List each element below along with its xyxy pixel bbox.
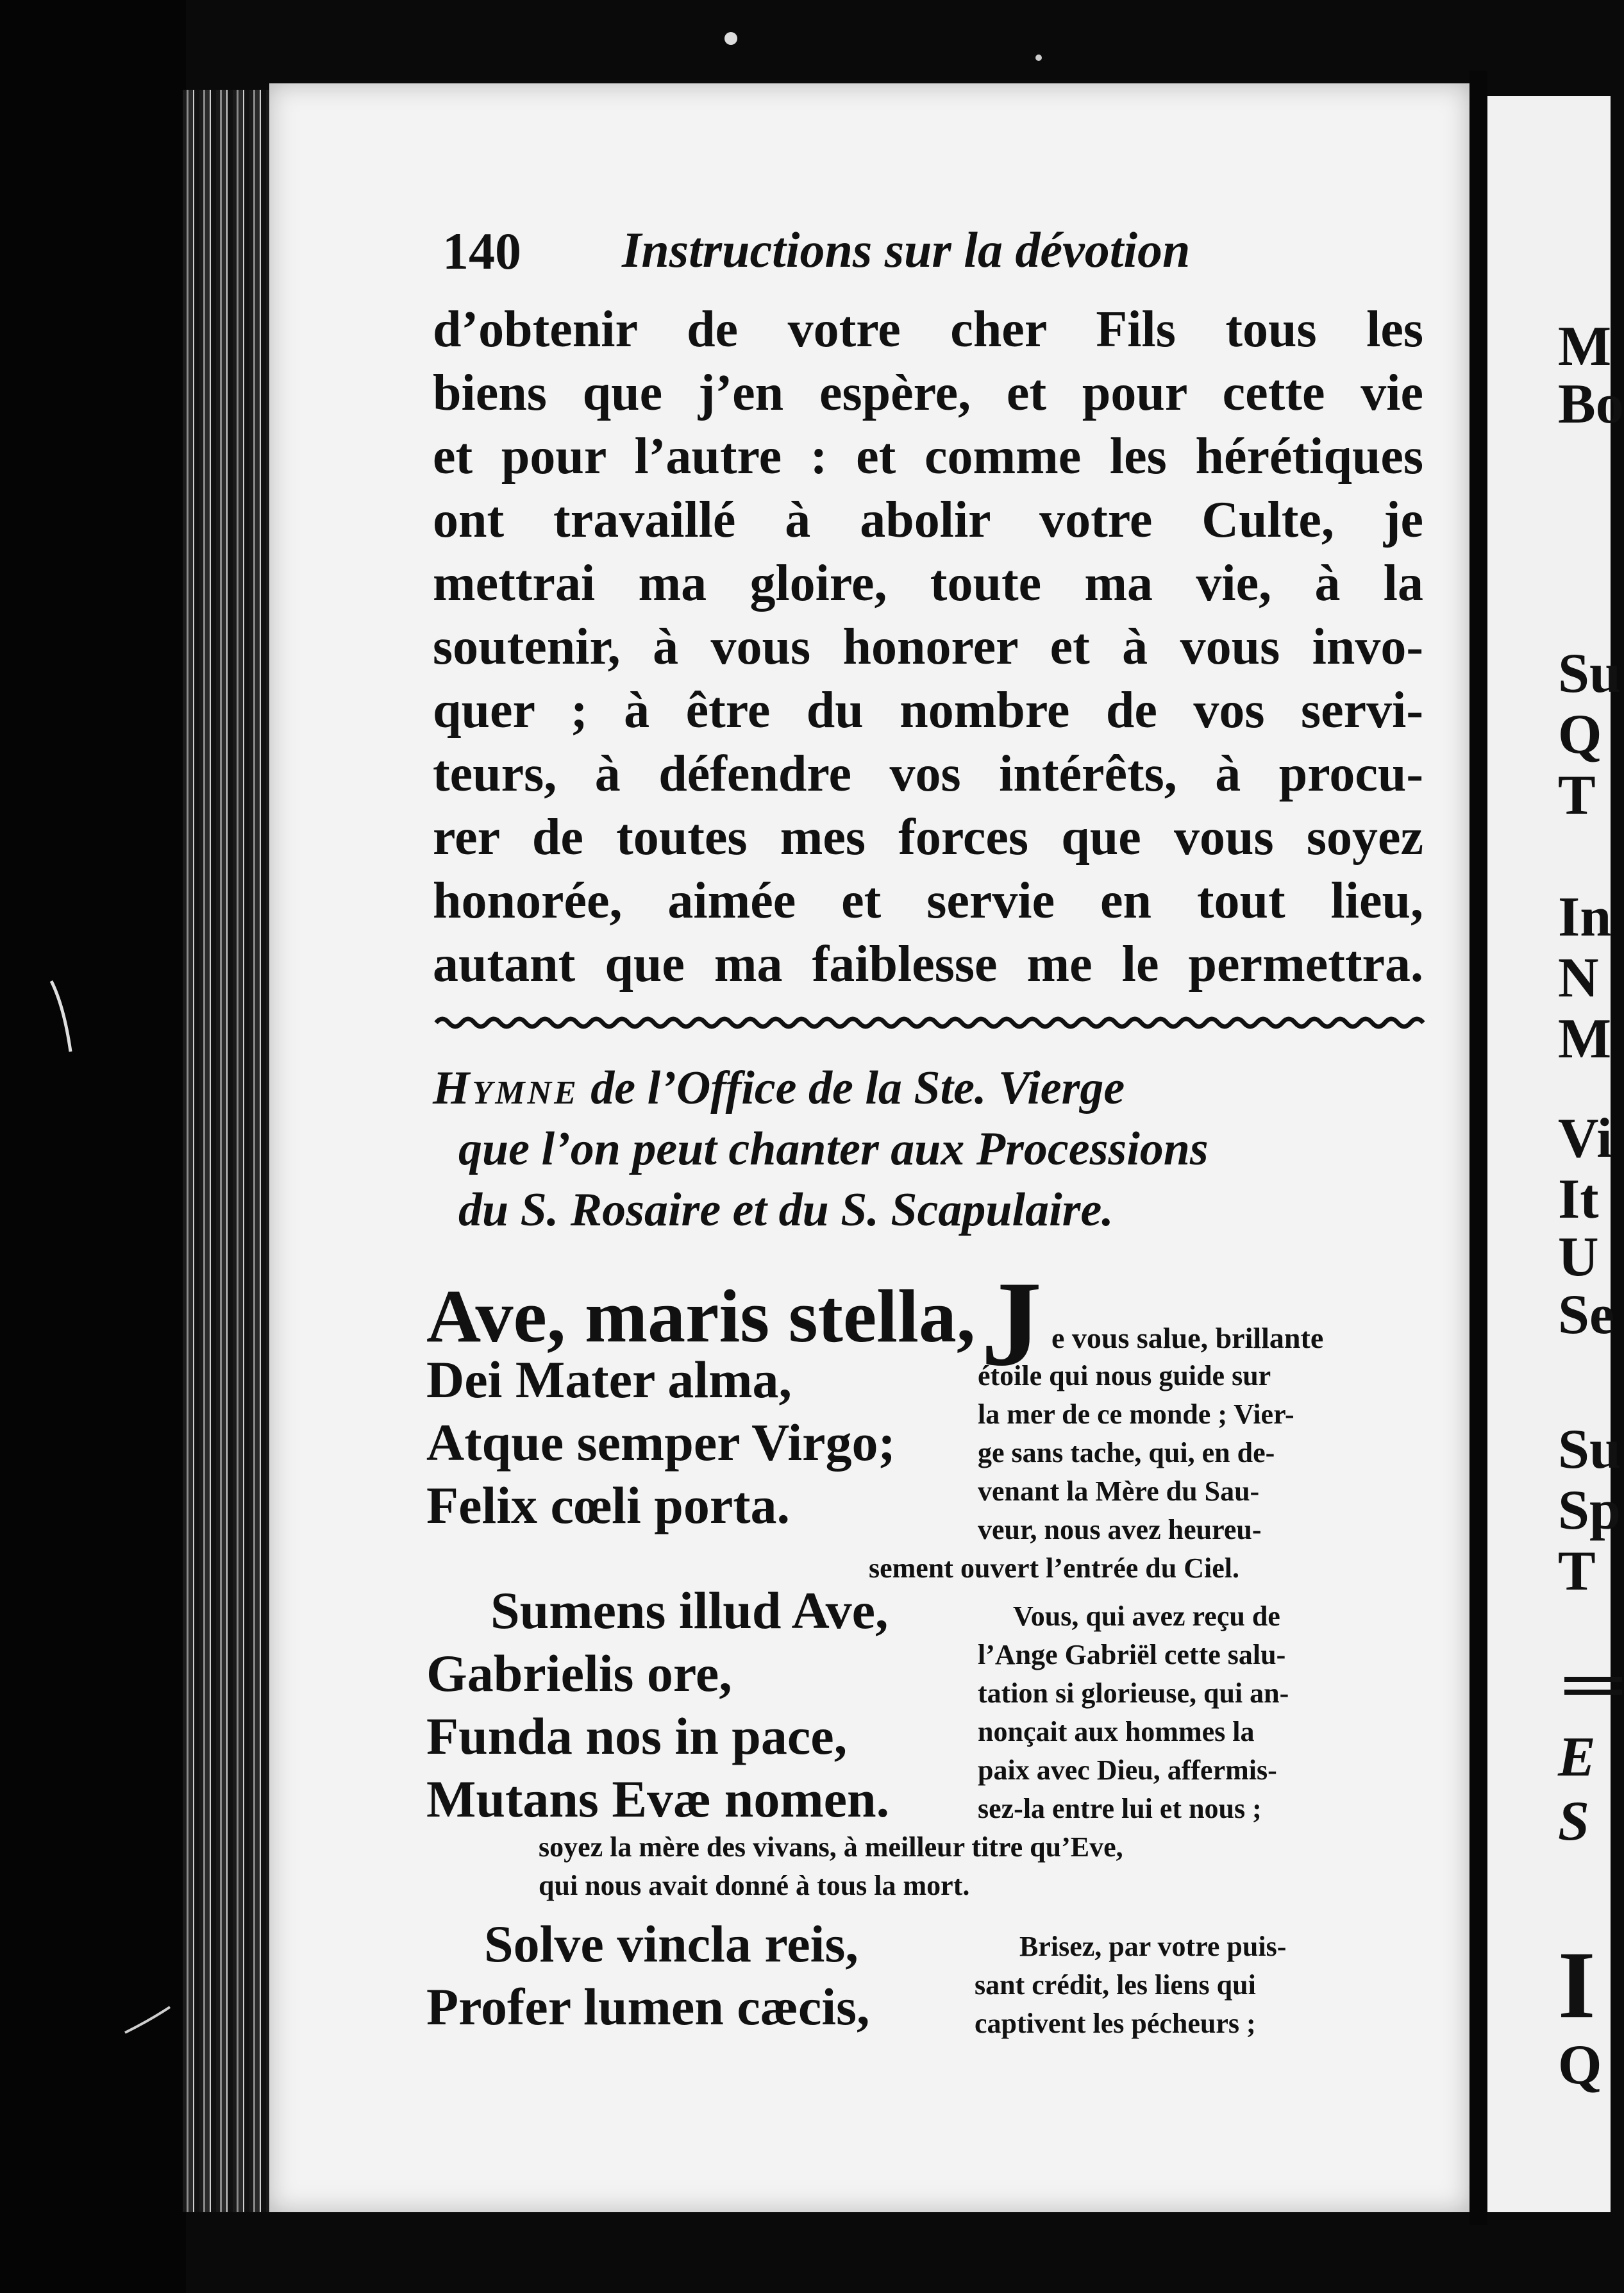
french-line: captivent les pécheurs ; bbox=[975, 2008, 1256, 2039]
french-line: Brisez, par votre puis- bbox=[1019, 1931, 1287, 1962]
body-line: rer de toutes mes forces que vous soyez bbox=[433, 809, 1423, 866]
page-number: 140 bbox=[442, 222, 521, 280]
right-fragment: M bbox=[1558, 315, 1612, 378]
french-line: sement ouvert l’entrée du Ciel. bbox=[869, 1552, 1239, 1584]
french-line: veur, nous avez heureu- bbox=[978, 1514, 1262, 1545]
body-line: d’obtenir de votre cher Fils tous les bbox=[433, 301, 1423, 358]
right-fragment: In bbox=[1558, 886, 1612, 948]
body-paragraph bbox=[433, 298, 1423, 996]
right-fragment: Vi bbox=[1558, 1107, 1612, 1170]
right-fragment: Q bbox=[1558, 2034, 1602, 2096]
latin-line: Sumens illud Ave, bbox=[490, 1581, 889, 1640]
right-page-rule bbox=[1564, 1690, 1622, 1695]
right-fragment: I bbox=[1558, 1932, 1596, 2038]
running-head: Instructions sur la dévotion bbox=[622, 222, 1191, 278]
hymn-title-first-word: Hymne bbox=[433, 1062, 579, 1114]
body-line: teurs, à défendre vos intérêts, à procu- bbox=[433, 746, 1423, 802]
right-fragment: Se bbox=[1558, 1284, 1614, 1346]
right-fragment: Sp bbox=[1558, 1479, 1621, 1541]
french-line: qui nous avait donné à tous la mort. bbox=[539, 1870, 970, 1901]
french-line: nonçait aux hommes la bbox=[978, 1716, 1255, 1747]
french-line: sez-la entre lui et nous ; bbox=[978, 1793, 1262, 1824]
page-edges bbox=[183, 90, 272, 2212]
french-line: ge sans tache, qui, en de- bbox=[978, 1437, 1275, 1468]
right-fragment: E bbox=[1558, 1726, 1596, 1788]
french-line: tation si glorieuse, qui an- bbox=[978, 1677, 1289, 1709]
french-line: paix avec Dieu, affermis- bbox=[978, 1754, 1277, 1786]
right-fragment: T bbox=[1558, 1540, 1596, 1602]
hymn-title-line1-rest: de l’Office de la Ste. Vierge bbox=[578, 1062, 1125, 1114]
body-line: biens que j’en espère, et pour cette vie bbox=[433, 365, 1423, 421]
french-line: soyez la mère des vivans, à meilleur titre qu’Eve, bbox=[539, 1831, 1123, 1863]
right-fragment: M bbox=[1558, 1008, 1612, 1070]
page-header bbox=[442, 221, 1289, 292]
body-line: quer ; à être du nombre de vos servi- bbox=[433, 682, 1423, 739]
hymn-title-line: du S. Rosaire et du S. Scapulaire. bbox=[458, 1184, 1114, 1236]
french-line: Vous, qui avez reçu de bbox=[1013, 1600, 1280, 1632]
latin-line: Mutans Evæ nomen. bbox=[426, 1770, 890, 1828]
latin-line: Dei Mater alma, bbox=[426, 1350, 792, 1409]
body-line: honorée, aimée et servie en tout lieu, bbox=[433, 873, 1423, 929]
gutter bbox=[1469, 71, 1487, 2225]
body-line: ont travaillé à abolir votre Culte, je bbox=[433, 492, 1423, 548]
body-line: et pour l’autre : et comme les hérétiques bbox=[433, 428, 1423, 485]
binding-shadow bbox=[0, 0, 186, 2293]
body-line: mettrai ma gloire, toute ma vie, à la bbox=[433, 555, 1423, 612]
french-line: venant la Mère du Sau- bbox=[978, 1475, 1260, 1507]
french-line: l’Ange Gabriël cette salu- bbox=[978, 1639, 1286, 1670]
right-fragment: T bbox=[1558, 764, 1596, 827]
french-line: la mer de ce monde ; Vier- bbox=[978, 1398, 1294, 1430]
french-line: e vous salue, brillante bbox=[1051, 1322, 1324, 1354]
right-fragment: Bo bbox=[1558, 373, 1624, 435]
latin-line: Atque semper Virgo; bbox=[426, 1413, 896, 1472]
right-fragment: Q bbox=[1558, 703, 1602, 766]
latin-line: Funda nos in pace, bbox=[426, 1707, 848, 1765]
right-fragment: Su bbox=[1558, 643, 1621, 705]
right-fragment: N bbox=[1558, 947, 1599, 1009]
latin-line: Gabrielis ore, bbox=[426, 1644, 732, 1702]
body-line: soutenir, à vous honorer et à vous invo- bbox=[433, 619, 1423, 675]
right-fragment: S bbox=[1558, 1790, 1589, 1852]
drop-cap-j: J bbox=[981, 1257, 1042, 1391]
hymn-title-line bbox=[433, 1058, 1420, 1119]
right-fragment: Su bbox=[1558, 1418, 1621, 1481]
right-fragment: U bbox=[1558, 1226, 1599, 1288]
right-page-rule bbox=[1564, 1677, 1622, 1682]
latin-line: Ave, maris stella, bbox=[426, 1274, 976, 1358]
hymn-title-line: que l’on peut chanter aux Processions bbox=[458, 1123, 1209, 1175]
body-line: autant que ma faiblesse me le permettra. bbox=[433, 936, 1423, 993]
latin-line: Profer lumen cæcis, bbox=[426, 1978, 870, 2036]
hymn-title bbox=[433, 1058, 1420, 1241]
ornamental-wavy-rule bbox=[436, 1010, 1423, 1036]
french-line: étoile qui nous guide sur bbox=[978, 1360, 1271, 1391]
french-line: sant crédit, les liens qui bbox=[975, 1969, 1256, 2001]
latin-line: Solve vincla reis, bbox=[484, 1915, 858, 1973]
latin-line: Felix cœli porta. bbox=[426, 1476, 791, 1534]
right-fragment: It bbox=[1558, 1168, 1599, 1230]
right-page-partial bbox=[1487, 96, 1624, 2212]
